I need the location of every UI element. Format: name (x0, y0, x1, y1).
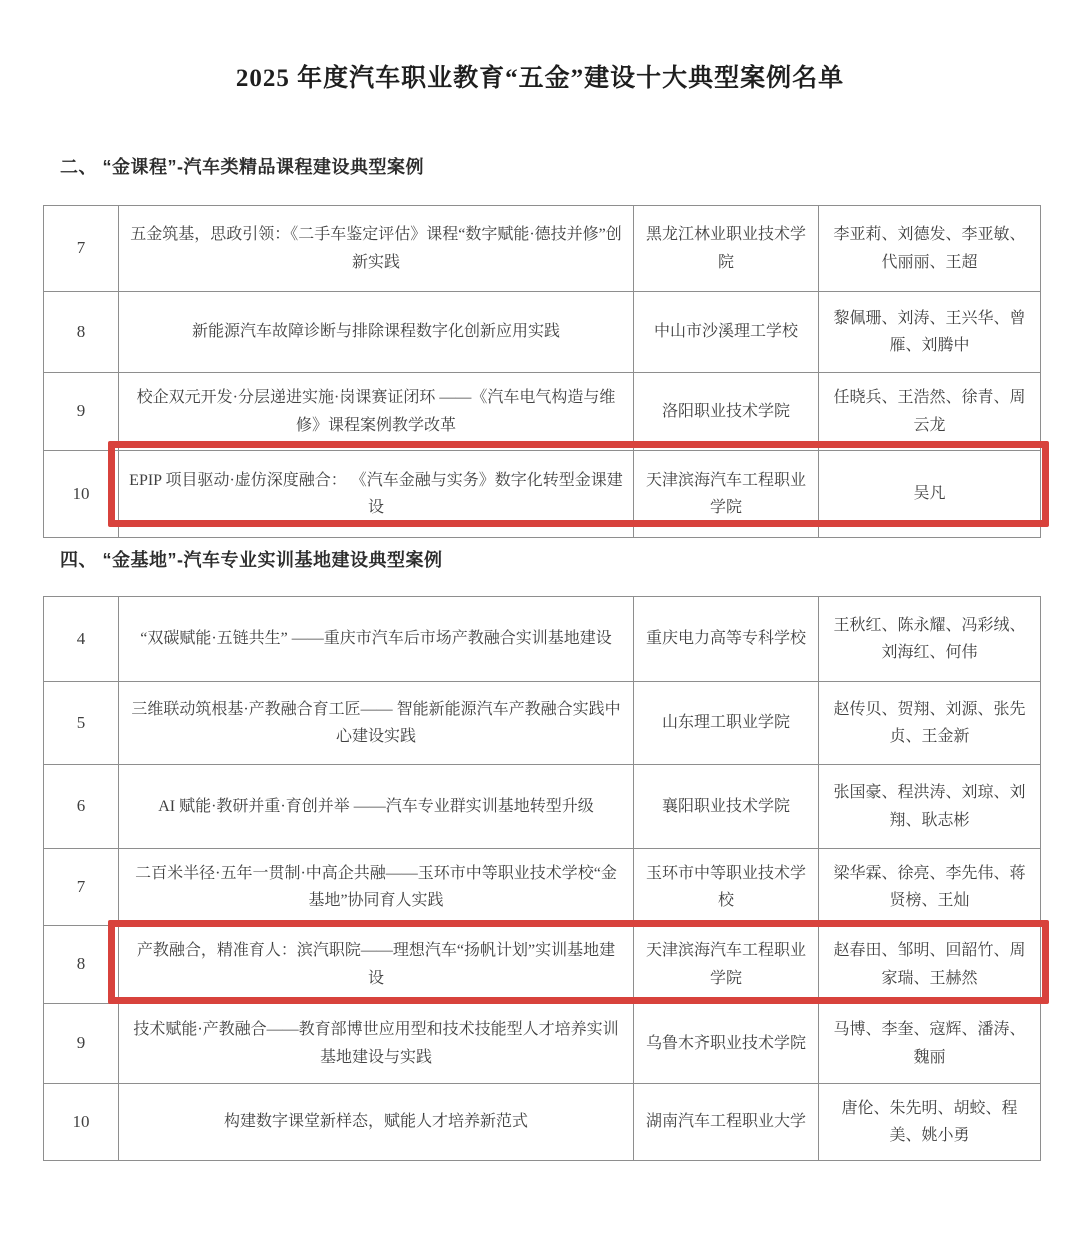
authors-cell: 马博、李奎、寇辉、潘涛、魏丽 (819, 1004, 1041, 1084)
school-cell: 天津滨海汽车工程职业学院 (634, 451, 819, 538)
school-cell: 黑龙江林业职业技术学院 (634, 206, 819, 292)
case-title-cell: 技术赋能·产教融合——教育部博世应用型和技术技能型人才培养实训基地建设与实践 (119, 1004, 634, 1084)
table-row (44, 1084, 1041, 1161)
school-cell: 湖南汽车工程职业大学 (634, 1084, 819, 1161)
case-title-cell: EPIP 项目驱动·虚仿深度融合： 《汽车金融与实务》数字化转型金课建设 (119, 451, 634, 538)
row-number-cell: 8 (44, 292, 119, 373)
authors-cell: 赵传贝、贺翔、刘源、张先贞、王金新 (819, 682, 1041, 765)
case-title-cell: 二百米半径·五年一贯制·中高企共融——玉环市中等职业技术学校“金基地”协同育人实践 (119, 849, 634, 926)
school-cell: 襄阳职业技术学院 (634, 765, 819, 849)
school-cell: 中山市沙溪理工学校 (634, 292, 819, 373)
school-cell: 山东理工职业学院 (634, 682, 819, 765)
case-title-cell: 三维联动筑根基·产教融合育工匠—— 智能新能源汽车产教融合实践中心建设实践 (119, 682, 634, 765)
row-number-cell: 9 (44, 1004, 119, 1084)
authors-cell: 吴凡 (819, 451, 1041, 538)
table-row (44, 597, 1041, 682)
authors-cell: 李亚莉、刘德发、李亚敏、代丽丽、王超 (819, 206, 1041, 292)
table-row (44, 765, 1041, 849)
case-title-cell: AI 赋能·教研并重·育创并举 ——汽车专业群实训基地转型升级 (119, 765, 634, 849)
table-row (44, 849, 1041, 926)
case-title-cell: 新能源汽车故障诊断与排除课程数字化创新应用实践 (119, 292, 634, 373)
table-row-highlighted (44, 926, 1041, 1004)
row-number-cell: 7 (44, 849, 119, 926)
table-row (44, 682, 1041, 765)
case-title-cell: 产教融合，精准育人：滨汽职院——理想汽车“扬帆计划”实训基地建设 (119, 926, 634, 1004)
course-cases-table (43, 205, 1041, 538)
table-row-highlighted (44, 451, 1041, 538)
table-row (44, 373, 1041, 451)
authors-cell: 任晓兵、王浩然、徐青、周云龙 (819, 373, 1041, 451)
school-cell: 乌鲁木齐职业技术学院 (634, 1004, 819, 1084)
authors-cell: 张国豪、程洪涛、刘琼、刘翔、耿志彬 (819, 765, 1041, 849)
section-heading-base: 四、 “金基地”-汽车专业实训基地建设典型案例 (60, 550, 443, 570)
page-title: 2025 年度汽车职业教育“五金”建设十大典型案例名单 (235, 65, 845, 92)
base-cases-table (43, 596, 1041, 1161)
authors-cell: 黎佩珊、刘涛、王兴华、曾雁、刘腾中 (819, 292, 1041, 373)
authors-cell: 唐伦、朱先明、胡蛟、程美、姚小勇 (819, 1084, 1041, 1161)
case-title-cell: 校企双元开发·分层递进实施·岗课赛证闭环 ——《汽车电气构造与维修》课程案例教学改革 (119, 373, 634, 451)
case-title-cell: “双碳赋能·五链共生” ——重庆市汽车后市场产教融合实训基地建设 (119, 597, 634, 682)
section-heading-course: 二、 “金课程”-汽车类精品课程建设典型案例 (60, 157, 424, 177)
row-number-cell: 9 (44, 373, 119, 451)
row-number-cell: 7 (44, 206, 119, 292)
row-number-cell: 4 (44, 597, 119, 682)
row-number-cell: 8 (44, 926, 119, 1004)
school-cell: 洛阳职业技术学院 (634, 373, 819, 451)
authors-cell: 王秋红、陈永耀、冯彩绒、刘海红、何伟 (819, 597, 1041, 682)
table-row (44, 206, 1041, 292)
school-cell: 玉环市中等职业技术学校 (634, 849, 819, 926)
case-title-cell: 构建数字课堂新样态，赋能人才培养新范式 (119, 1084, 634, 1161)
table-row (44, 1004, 1041, 1084)
school-cell: 重庆电力高等专科学校 (634, 597, 819, 682)
case-title-cell: 五金筑基，思政引领：《二手车鉴定评估》课程“数字赋能·德技并修”创新实践 (119, 206, 634, 292)
school-cell: 天津滨海汽车工程职业学院 (634, 926, 819, 1004)
row-number-cell: 5 (44, 682, 119, 765)
table-row (44, 292, 1041, 373)
row-number-cell: 10 (44, 451, 119, 538)
authors-cell: 梁华霖、徐亮、李先伟、蒋贤榜、王灿 (819, 849, 1041, 926)
row-number-cell: 10 (44, 1084, 119, 1161)
authors-cell: 赵春田、邹明、回韶竹、周家瑞、王赫然 (819, 926, 1041, 1004)
row-number-cell: 6 (44, 765, 119, 849)
